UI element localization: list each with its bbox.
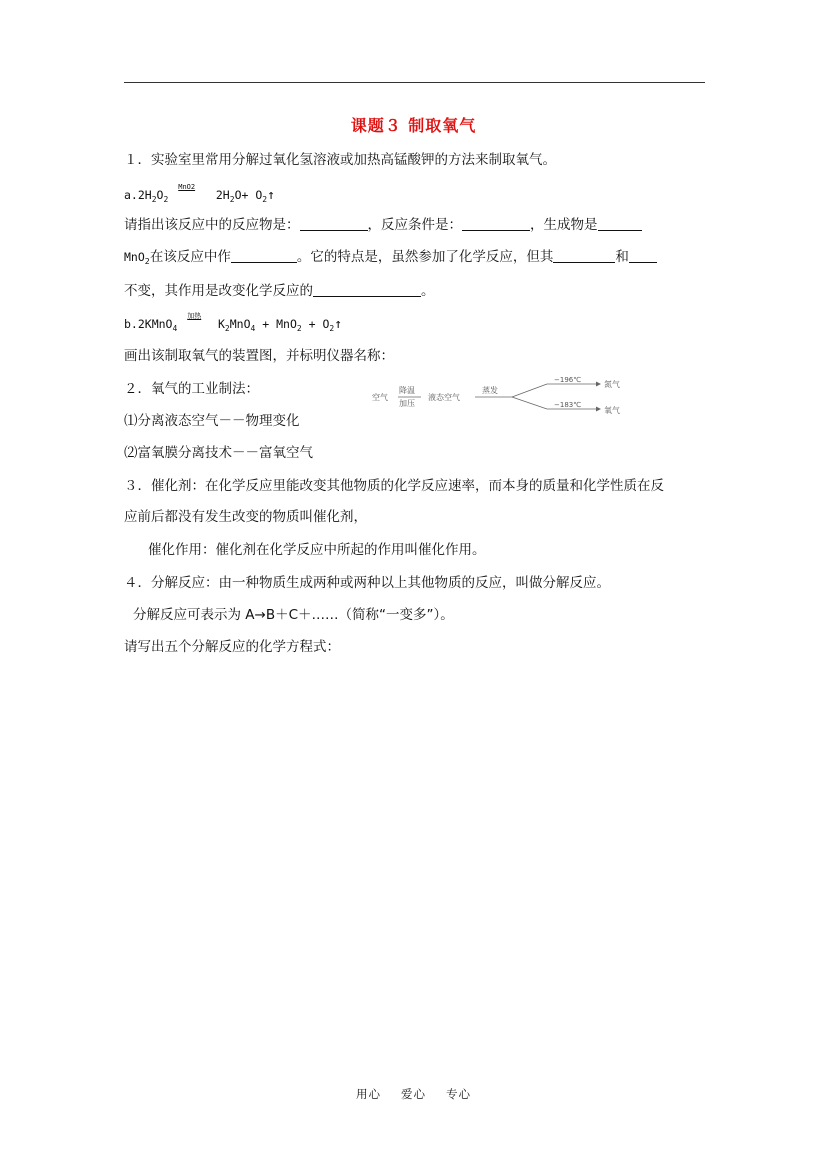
q1-fill-line-1: 请指出该反应中的反应物是： ，反应条件是： ，生成物是: [124, 216, 642, 234]
blank-property-1[interactable]: [553, 248, 615, 263]
q3-line-2: 应前后都没有发生改变的物质叫催化剂，: [124, 509, 367, 525]
blank-effect[interactable]: [313, 282, 421, 297]
reaction-condition-heat: 加热: [187, 312, 202, 320]
diagram-press: 加压: [399, 399, 415, 408]
footer-text-2: 爱心: [401, 1087, 426, 1101]
blank-role[interactable]: [231, 248, 297, 263]
gas-arrow-icon: ↑: [334, 317, 343, 332]
industrial-oxygen-diagram: [372, 376, 652, 428]
header-rule: [124, 82, 705, 83]
diagram-temp-n2: −196℃: [554, 376, 582, 384]
diagram-evaporate: 蒸发: [482, 386, 498, 395]
q4-line-1: ４．分解反应：由一种物质生成两种或两种以上其他物质的反应，叫做分解反应。: [124, 575, 610, 591]
q4-line-2: 分解反应可表示为 A→B＋C＋……（简称“一变多”）。: [133, 607, 454, 623]
q1-draw-instruction: 画出该制取氧气的装置图，并标明仪器名称：: [124, 348, 394, 364]
page-footer: [0, 1086, 827, 1102]
q2-item-1: ⑴分离液态空气－－物理变化: [124, 413, 300, 429]
diagram-liquid-air: 液态空气: [428, 393, 460, 402]
diagram-cool: 降温: [399, 386, 415, 395]
blank-property-2[interactable]: [629, 248, 657, 263]
q1-fill-line-2: MnO$_2$在该反应中作 。它的特点是，虽然参加了化学反应，但其 和: [124, 248, 657, 271]
gas-arrow-icon: ↑: [267, 188, 275, 203]
diagram-nitrogen: 氮气: [604, 380, 620, 389]
equation-b: b.2KMnO$_4$ 加热 $K_2MnO_4 + MnO_2$ + $O_2↑$: [124, 312, 343, 333]
footer-text-1: 用心: [356, 1087, 381, 1101]
diagram-air: 空气: [372, 393, 388, 402]
q2-item-2: ⑵富氧膜分离技术－－富氧空气: [124, 445, 313, 461]
q3-line-3: 催化作用：催化剂在化学反应中所起的作用叫催化作用。: [148, 542, 486, 558]
reaction-condition: MnO2: [178, 183, 196, 191]
diagram-oxygen: 氧气: [604, 406, 620, 415]
q4-line-3: 请写出五个分解反应的化学方程式：: [124, 639, 340, 655]
footer-text-3: 专心: [446, 1087, 471, 1101]
diagram-temp-o2: −183℃: [554, 401, 582, 409]
blank-reactant[interactable]: [300, 216, 368, 231]
blank-product[interactable]: [598, 216, 642, 231]
q2-title: ２．氧气的工业制法：: [124, 381, 259, 397]
equation-a: $a.2H_2O_2$ MnO2 $2H_2O+$ $O_2↑$: [124, 183, 275, 204]
blank-condition[interactable]: [462, 216, 530, 231]
q1-intro: １．实验室里常用分解过氧化氢溶液或加热高锰酸钾的方法来制取氧气。: [124, 152, 556, 168]
page-title: 课题３ 制取氧气: [350, 116, 477, 135]
q1-fill-line-3: 不变，其作用是改变化学反应的 。: [124, 283, 435, 299]
q3-line-1: ３．催化剂：在化学反应里能改变其他物质的化学反应速率，而本身的质量和化学性质在反: [124, 478, 664, 494]
